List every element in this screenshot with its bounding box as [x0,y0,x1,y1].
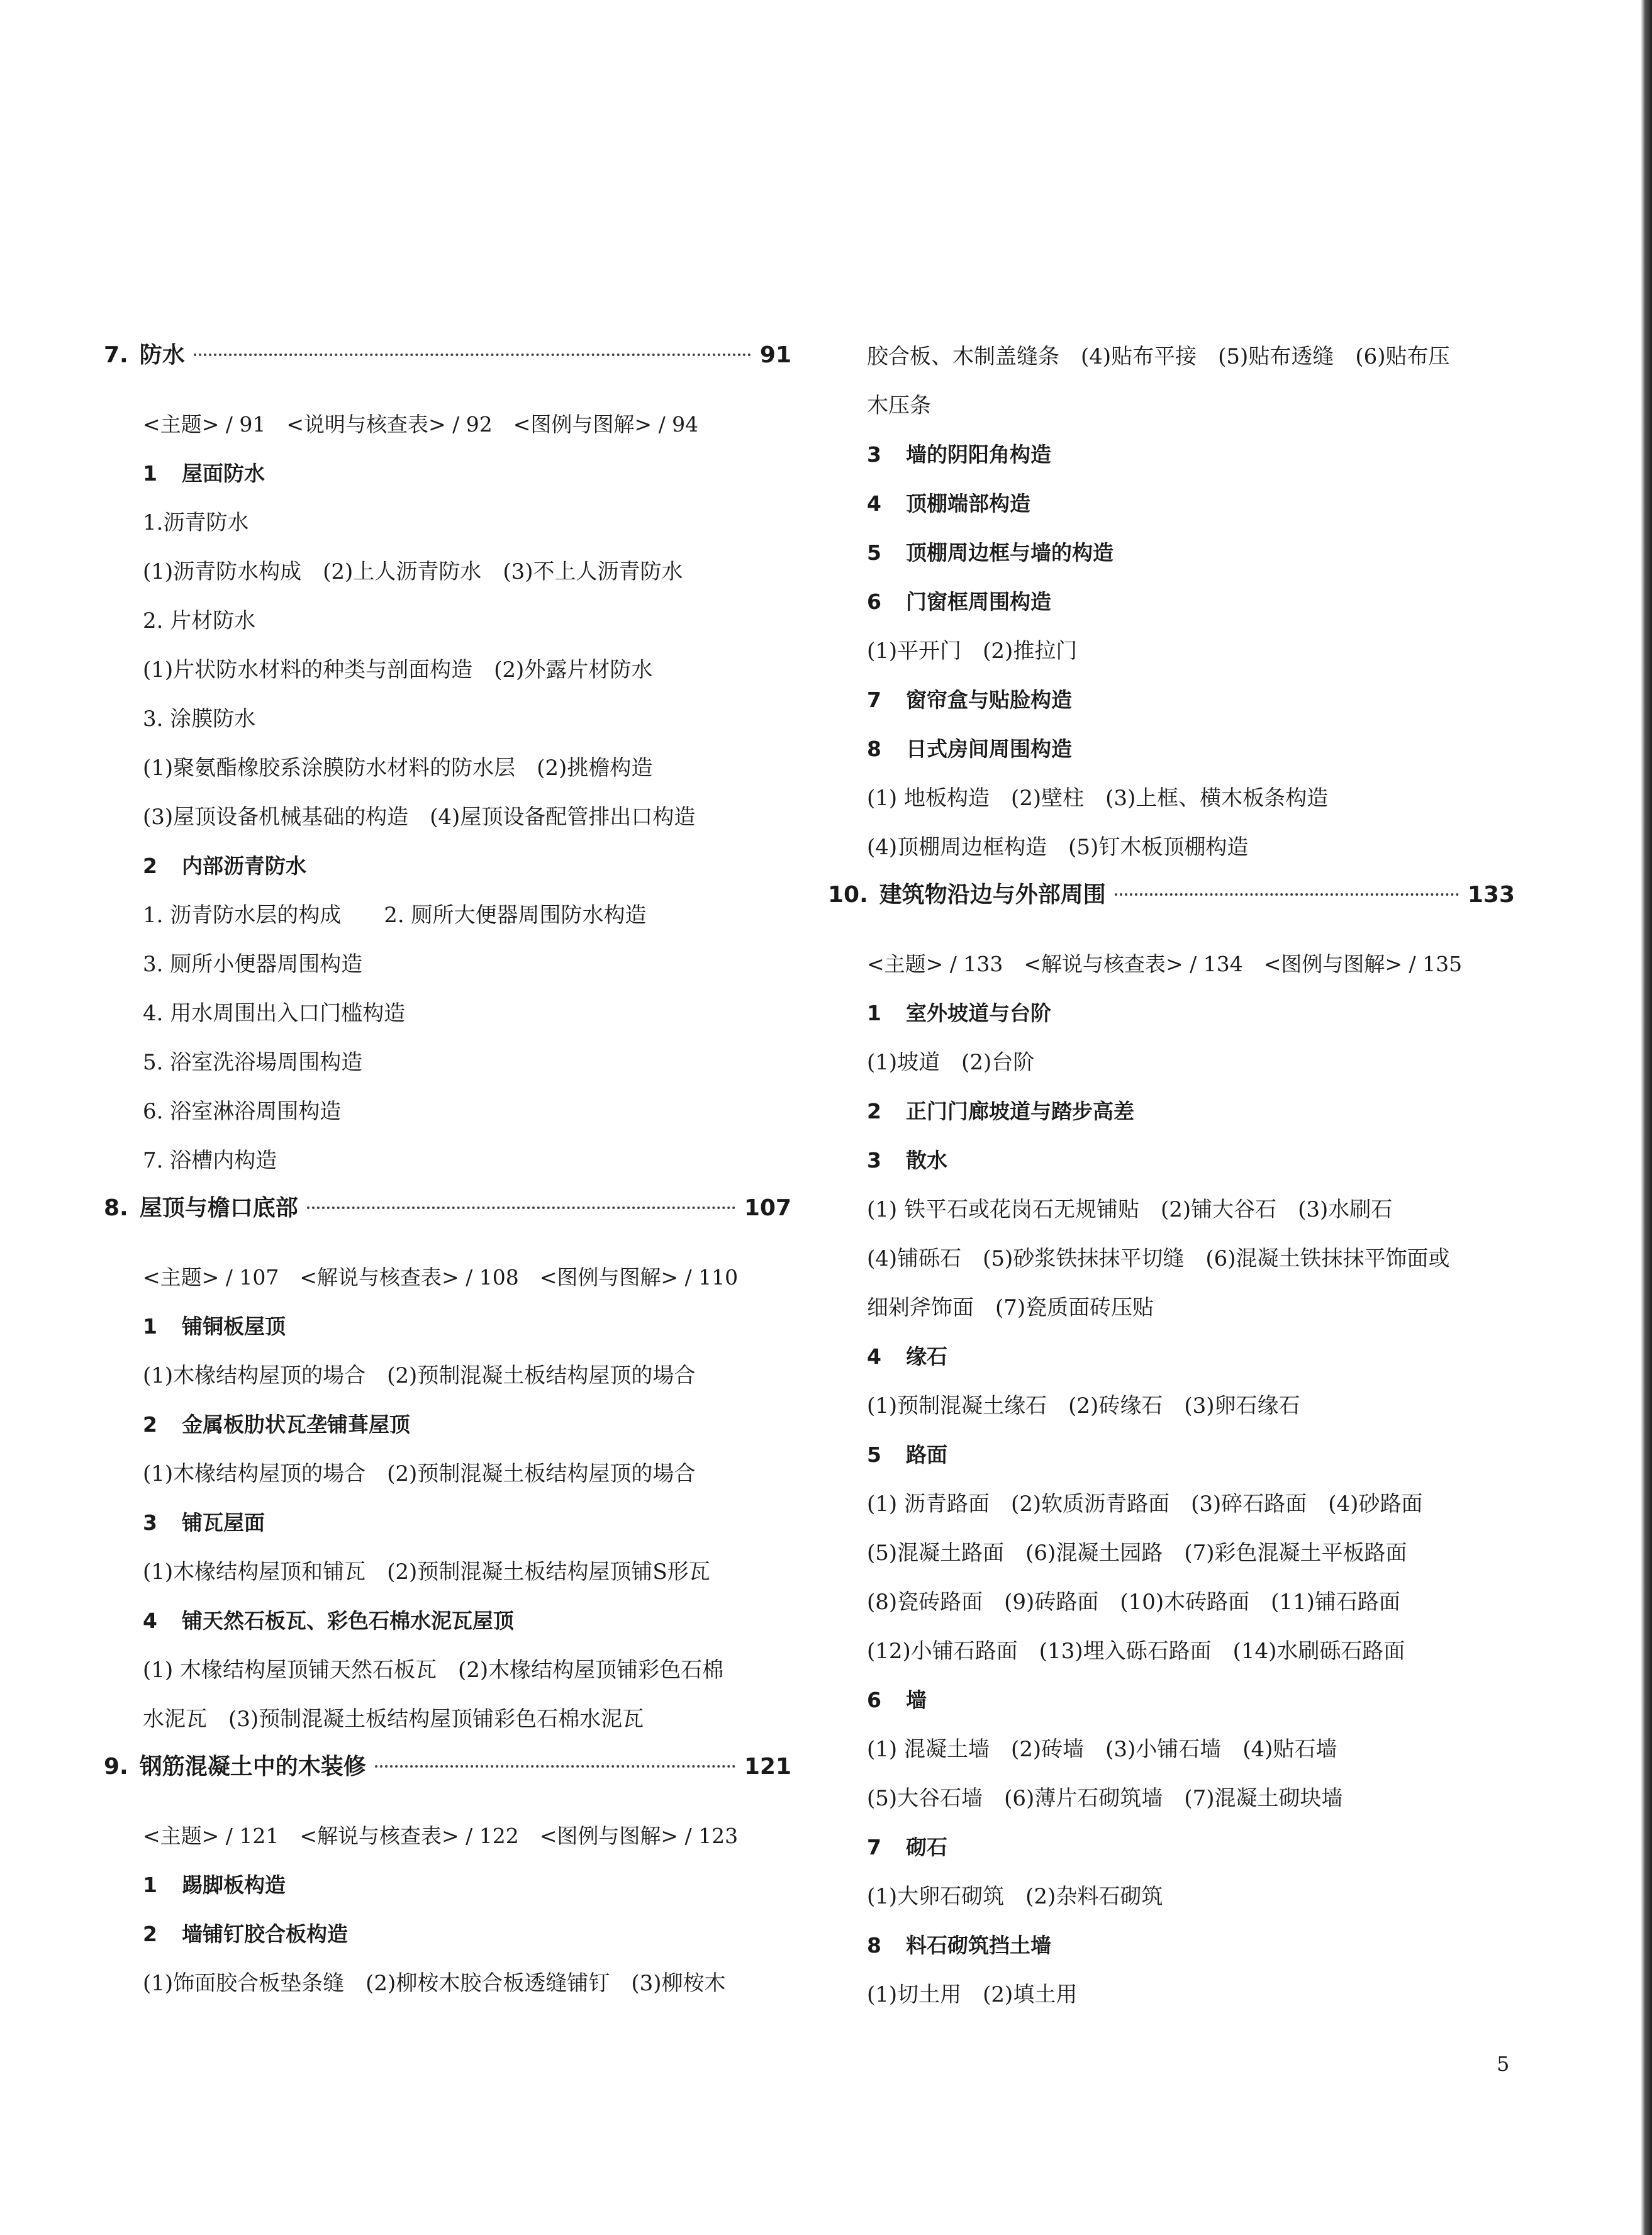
chapter-10-subindex: <主题> / 133 <解说与核查表> / 134 <图例与图解> / 135 [867,952,1463,976]
section-10-7[interactable] [828,1823,1515,1872]
section-title: 正门门廊坡道与踏步高差 [906,1099,1134,1123]
section-8-3[interactable] [104,1498,791,1547]
list-item-continued: 木压条 [867,393,931,418]
leader-dots [1115,893,1459,896]
section-number: 7 [867,688,881,712]
chapter-9-heading[interactable] [104,1744,791,1812]
section-9-4[interactable] [828,479,1515,528]
section-title: 砌石 [906,1835,947,1859]
section-title: 料石砌筑挡土墙 [906,1933,1051,1958]
list-item: (1)片状防水材料的种类与剖面构造 (2)外露片材防水 [143,657,653,683]
list-item: (1)聚氨酯橡胶系涂膜防水材料的防水层 (2)挑檐构造 [143,755,653,781]
section-number: 4 [867,1344,881,1369]
section-number: 3 [867,442,881,467]
section-number: 2 [143,1412,157,1437]
chapter-7-subindex: <主题> / 91 <说明与核查表> / 92 <图例与图解> / 94 [143,412,699,437]
section-title: 路面 [906,1442,947,1467]
section-number: 1 [143,461,157,486]
section-9-8[interactable] [828,725,1515,774]
list-item: 细剁斧饰面 (7)瓷质面砖压贴 [867,1295,1154,1320]
list-item: (1)沥青防水构成 (2)上人沥青防水 (3)不上人沥青防水 [143,559,683,584]
section-title: 散水 [906,1148,947,1173]
section-number: 1 [143,1873,157,1897]
section-number: 6 [867,1688,881,1712]
leader-dots [375,1765,735,1768]
list-item: (1) 混凝土墙 (2)砖墙 (3)小铺石墙 (4)贴石墙 [867,1737,1337,1762]
section-title: 顶棚端部构造 [906,491,1030,516]
section-7-2[interactable] [104,842,791,891]
list-item-continued: 胶合板、木制盖缝条 (4)贴布平接 (5)贴布透缝 (6)贴布压 [867,344,1450,369]
chapter-7-heading[interactable] [104,332,791,400]
left-column [104,332,791,2008]
section-number: 5 [867,540,881,565]
section-title: 金属板肋状瓦垄铺葺屋顶 [182,1412,410,1437]
section-title: 室外坡道与台阶 [906,1001,1051,1025]
section-number: 2 [143,1922,157,1946]
chapter-10-heading[interactable] [828,872,1515,940]
section-title: 墙铺钉胶合板构造 [182,1922,348,1946]
chapter-9-subindex: <主题> / 121 <解说与核查表> / 122 <图例与图解> / 123 [143,1824,739,1848]
section-10-2[interactable] [828,1087,1515,1136]
section-title: 踢脚板构造 [182,1873,286,1897]
section-9-5[interactable] [828,528,1515,577]
list-item: (1) 地板构造 (2)壁柱 (3)上框、横木板条构造 [867,786,1329,811]
chapter-8-subindex: <主题> / 107 <解说与核查表> / 108 <图例与图解> / 110 [143,1265,739,1290]
section-9-7[interactable] [828,676,1515,725]
section-title: 门窗框周围构造 [906,589,1051,614]
section-title: 顶棚周边框与墙的构造 [906,540,1113,565]
section-title: 墙的阴阳角构造 [906,442,1051,467]
section-title: 窗帘盒与贴脸构造 [906,688,1072,712]
chapter-page: 107 [744,1195,791,1221]
section-number: 2 [143,854,157,878]
chapter-number: 8. [104,1195,128,1221]
list-item: 1. 沥青防水层的构成 2. 厕所大便器周围防水构造 [143,903,647,928]
list-item: (1) 沥青路面 (2)软质沥青路面 (3)碎石路面 (4)砂路面 [867,1491,1423,1517]
list-item: (5)混凝土路面 (6)混凝土园路 (7)彩色混凝土平板路面 [867,1541,1407,1566]
list-item: 7. 浴槽内构造 [143,1148,277,1173]
list-item: (1)木椽结构屋顶和铺瓦 (2)预制混凝土板结构屋顶铺S形瓦 [143,1559,710,1585]
section-10-4[interactable] [828,1332,1515,1381]
list-item: (1)平开门 (2)推拉门 [867,638,1078,664]
section-8-1[interactable] [104,1302,791,1351]
section-10-6[interactable] [828,1676,1515,1725]
section-number: 4 [867,491,881,516]
section-number: 2 [867,1099,881,1123]
section-10-1[interactable] [828,989,1515,1038]
section-10-8[interactable] [828,1921,1515,1970]
section-number: 4 [143,1608,157,1633]
chapter-number: 7. [104,342,128,368]
list-item: (1)切土用 (2)填土用 [867,1982,1078,2007]
section-number: 7 [867,1835,881,1859]
chapter-number: 10. [828,882,868,908]
list-item: 2. 片材防水 [143,608,256,633]
section-9-2[interactable] [104,1910,791,1959]
page-edge-shadow [1641,0,1652,2235]
chapter-title: 建筑物沿边与外部周围 [879,882,1106,908]
chapter-page: 121 [744,1754,791,1780]
chapter-title: 防水 [139,342,185,368]
list-item: 3. 涂膜防水 [143,706,256,732]
list-item: 1.沥青防水 [143,510,249,535]
leader-dots [194,354,751,356]
section-number: 6 [867,589,881,614]
section-9-6[interactable] [828,577,1515,627]
list-item: (1) 木椽结构屋顶铺天然石板瓦 (2)木椽结构屋顶铺彩色石棉 [143,1658,724,1683]
list-item: (12)小铺石路面 (13)埋入砾石路面 (14)水刷砾石路面 [867,1639,1405,1664]
list-item: 水泥瓦 (3)预制混凝土板结构屋顶铺彩色石棉水泥瓦 [143,1707,644,1732]
section-title: 铺天然石板瓦、彩色石棉水泥瓦屋顶 [182,1608,514,1633]
section-title: 墙 [906,1688,927,1712]
section-number: 3 [867,1148,881,1173]
section-9-3[interactable] [828,430,1515,479]
section-10-3[interactable] [828,1136,1515,1185]
list-item: (1)木椽结构屋顶的場合 (2)预制混凝土板结构屋顶的場合 [143,1461,696,1486]
chapter-8-heading[interactable] [104,1185,791,1253]
section-number: 5 [867,1442,881,1467]
section-7-1[interactable] [104,449,791,498]
list-item: (4)顶棚周边框构造 (5)钉木板顶棚构造 [867,835,1249,860]
section-8-4[interactable] [104,1597,791,1646]
chapter-title: 屋顶与檐口底部 [139,1195,298,1221]
chapter-title: 钢筋混凝土中的木装修 [139,1754,366,1780]
list-item: 4. 用水周围出入口门槛构造 [143,1001,406,1026]
section-number: 8 [867,1933,881,1958]
chapter-page: 133 [1467,882,1515,908]
list-item: 3. 厕所小便器周围构造 [143,952,363,977]
section-title: 内部沥青防水 [182,854,306,878]
list-item: (1)木椽结构屋顶的場合 (2)预制混凝土板结构屋顶的場合 [143,1363,696,1388]
list-item: 5. 浴室洗浴場周围构造 [143,1050,363,1075]
list-item: (1) 铁平石或花岗石无规铺贴 (2)铺大谷石 (3)水刷石 [867,1197,1393,1222]
list-item: (5)大谷石墙 (6)薄片石砌筑墙 (7)混凝土砌块墙 [867,1786,1343,1811]
section-title: 日式房间周围构造 [906,737,1072,761]
list-item: (4)铺砾石 (5)砂浆铁抹抹平切缝 (6)混凝土铁抹抹平饰面或 [867,1246,1450,1271]
section-title: 铺瓦屋面 [182,1510,265,1535]
section-9-1[interactable] [104,1861,791,1910]
right-column [828,332,1515,2019]
list-item: (1)坡道 (2)台阶 [867,1050,1035,1075]
section-title: 铺铜板屋顶 [182,1314,286,1339]
page-number: 5 [1497,2052,1510,2076]
section-8-2[interactable] [104,1400,791,1449]
section-number: 8 [867,737,881,761]
list-item: (3)屋顶设备机械基础的构造 (4)屋顶设备配管排出口构造 [143,805,696,830]
list-item: (1)饰面胶合板垫条缝 (2)柳桉木胶合板透缝铺钉 (3)柳桉木 [143,1971,726,1996]
chapter-page: 91 [759,342,791,368]
section-title: 缘石 [906,1344,947,1369]
section-number: 1 [867,1001,881,1025]
section-number: 1 [143,1314,157,1339]
leader-dots [307,1207,735,1209]
list-item: (8)瓷砖路面 (9)砖路面 (10)木砖路面 (11)铺石路面 [867,1590,1400,1615]
section-title: 屋面防水 [182,461,265,486]
chapter-number: 9. [104,1754,128,1780]
section-10-5[interactable] [828,1430,1515,1480]
list-item: (1)大卵石砌筑 (2)杂料石砌筑 [867,1884,1163,1909]
section-number: 3 [143,1510,157,1535]
list-item: (1)预制混凝土缘石 (2)砖缘石 (3)卵石缘石 [867,1393,1300,1418]
list-item: 6. 浴室淋浴周围构造 [143,1099,342,1124]
